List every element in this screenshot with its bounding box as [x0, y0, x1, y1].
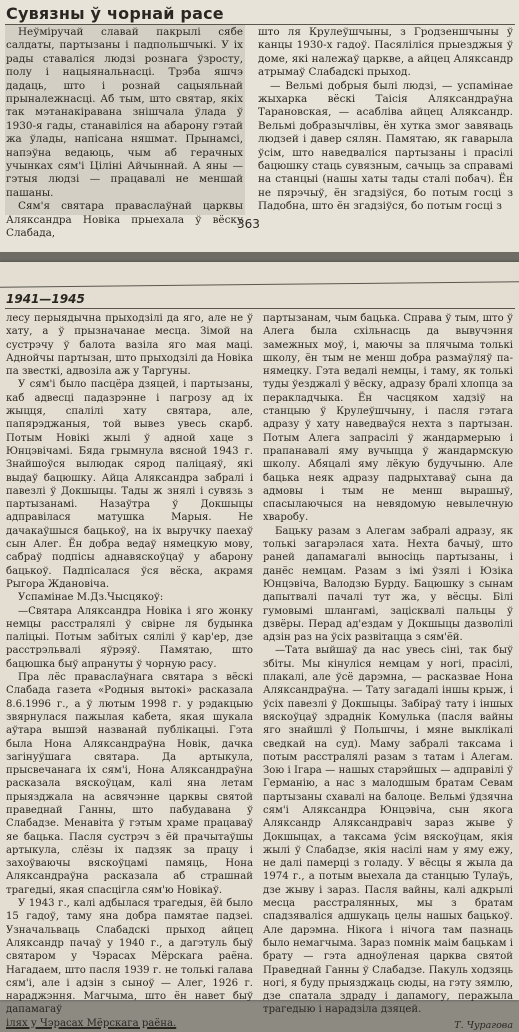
paragraph: партызанам, чым бацька. Справа ў тым, што ў Алега была схільнасць да вывучэння замежных моў, і, маючы за плячыма толькі школу, ён тым не менш добра размаўляў па-нямецку. Гэта ведалі немцы, і таму, як толькі туды ўезджалі ў вёску, адразу бралі хлопца за перакладчыка. Ён часцяком хадзіў на станцыю ў Крулеўшчыну, і пасля гэтага адразу ў хату наведваўся нехта з партызан. Потым Алега запрасілі ў жандармерыю і прапанавалі яму вучыцца ў жандармскую школу. Абяцалі яму лёкую будучыню. Але бацька неяк адразу падрыхтаваў сына да адмовы і тым не менш вырашыў, спасылаючыся на невядомую невылечную хваробу.: [263, 313, 513, 524]
bottom-right-column: [263, 312, 513, 1032]
paragraph: лесу перыядычна прыходзілі да яго, але не ў хату, а ў прызначанае месца. Зімой на сустрэчу ў балота вазіла яго мая маці. Аднойчы партызан, што прыходзілі да Новіка па звесткі, адвозіла аж у Таргуны.: [6, 313, 253, 378]
paragraph: —Тата выйшаў да нас увесь сіні, так быў збіты. Мы кінуліся немцам у ногі, прасілі, плакалі, але ўсё дарэмна, — расказвае Нона Аляксандраўна. — Тату загадалі іншы крыж, і ўсіх павезлі ў Докшыцы. Забіраў тату і іншых вяскоўцаў здраднік Комулька (пасля вайны яго знайшлі ў Польшчы, і мяне выклікалі сведкай на суд). Маму забралі таксама і потым расстралялі разам з татам і Алегам. Зою і Ігара — нашых старэйшых — адправілі ў Германію, а нас з малодшым братам Севам партызаны схавалі на балоце. Вельмі ўдзячна сям'і Аляксандра Юнцэвіча, сын якога Аляксандр Аляксандравіч зараз жыве ў Докшыцах, а таксама ўсім вяскоўцам, якія жылі ў Слабадзе, якія насілі нам у яму ежу, не далі памерці з голаду. У вёсцы я жыла да 1974 г., а потым выехала да станцыю Тулаўь, дзе жыву і зараз. Пасля вайны, калі адкрылі месца расстралянных, мы з братам спадзяваліся адшукаць целы нашых бацькоў. Але дарэмна. Нікога і нічога там пазнаць было немагчыма. Зараз помнік маім бацькам і брату — гэта адноўленая царква святой Праведнай Ганны ў Слабадзе. Пакуль ходзяць ногі, я буду прыязджаць сюды, на гэту зямлю, дзе спатала здраду і дапамогу, перажыла трагедыю і нарадзіла дзяцей.: [263, 645, 513, 1016]
page-gap: [0, 252, 519, 262]
underlined-phrase: ілях у Чэрасах Мёрскага раёна.: [6, 1017, 177, 1029]
paragraph: Неўміручай славай пакрылі сябе салдаты, партызаны і падпольшчыкі. У іх рады ставаліся людзі рознага ўзросту, полу і нацыянальнасці. Трэба яшчэ дадаць, што і рознай сацыяльнай прыналежнасці. Аб тым, што святар, якіх так мэтанакіравана знішчала ўлада ў 1930-я гады, станавіліся на абарону гэтай жа ўлады, напісана няшмат. Прынамсі, напэўна ведаюць, чым аб герачных учынках сям'і Ціліні Айчыннай. А яны — гэтыя людзі — працавалі не меншай пашаны.: [6, 26, 243, 199]
paragraph: —Святара Аляксандра Новіка і яго жонку немцы расстралялі ў свірне ля будынка паліцыі. Потым забітых сялілі ў кар'ер, дзе расстрэльвалі яўрэяў. Памятаю, што бацюшка быў апрануты ў чорную расу.: [6, 605, 253, 670]
paragraph: Пра лёс праваслаўнага святара з вёскі Слабада газета «Родныя вытокі» расказала 8.6.1996 г., а ў лютым 1998 г. у рэдакцыю звярнулася пажылая кабета, якая шукала аўтара вышэй названай публікацыі. Гэта была Нона Аляксандраўна Новік, дачка загінуўшага святара. Да артыкула, прысвечанага іх сям'і, Нона Аляксандраўна расказала вяскоўцам, калі яна летам прыязджала на асвячэнне царквы святой праведнай Ганны, што пабудавана ў Слабадзе. Менавіта ў гэтым храме працаваў яе бацька. Пасля сустрэч з ёй прачытаўшы артыкула, слёзы іх падзяк за працу і захоўваючы вяскоўцамі памяць, Нона Аляксандраўна расказала аб страшнай трагедыі, якая спасцігла сям'ю Новікаў.: [6, 672, 253, 896]
author-signature: Т. Чурагова: [454, 1019, 513, 1031]
paragraph: Сям'я святара праваслаўнай царквы Аляксандра Новіка прыехала ў вёску Слабада,: [6, 200, 243, 240]
page-number: 363: [237, 217, 260, 231]
top-left-column: [6, 26, 243, 241]
top-curve-rule: [0, 281, 519, 287]
paragraph: Бацьку разам з Алегам забралі адразу, як толькі загарэлася хата. Нехта бачыў, што раней дапамагалі выносіць партызаны, і данёс немцам. Разам з імі ўзялі і Юзіка Юнцэвіча, Валодзю Бурду. Бацюшку з сынам дапытвалі пачалі тут жа, у вёсцы. Білі гумовымі шлангамі, зацісквалі пальцы ў дзвёры. Перад ад'ездам у Докшыцы дазволілі адзін раз на ўсіх развітацца з сям'ёй.: [263, 525, 513, 644]
paragraph: У 1943 г., калі адбылася трагедыя, ёй было 15 гадоў, таму яна добра памятае падзеі. Узначальваць Слабадскі прыход айцец Аляксандр пачаў у 1940 г., а дагэтуль быў святаром у Чэрасах Мёрскага раёна. Нагадаем, што пасля 1939 г. не толькі галава сям'і, але і адзін з сыноў — Алег, 1926 г. нараджэння. Магчыма, што ён навет быў дапамагаў: [6, 898, 253, 1016]
paragraph: Успамінае М.Дз.Чысцякоў:: [18, 592, 164, 604]
bottom-left-column: [6, 312, 253, 1030]
header-rule: [5, 308, 515, 309]
top-page: [0, 0, 519, 252]
paragraph: У сям'і было пасцёра дзяцей, і партызаны, каб адвесці падазрэнне і пагрозу ад іх жыцця, спалілі хату святара, але, папярэджаныя, той вывез увесь скарб. Потым Новікі жылі ў адной хаце з Юнцэвічамі. Бяда грымнула вясной 1943 г. Знайшоўся вылюдак сярод паліцаяў, які выдаў бацюшку. Айца Аляксандра забралі і павезлі ў Докшыцы. Тады ж знялі і сувязь з партызанамі. Назаўтра ў Докшыцы адправілася матушка Марыя. Не дачакаўшыся бацькоў, на іх выручку паехаў сын Алег. Ён добра ведаў нямецкую мову, сабраў подпісы аднавяскоўцаў у абарону бацькоў. Падпісалася ўся вёска, акрамя Рыгора Ждановіча.: [6, 379, 253, 590]
top-right-column: [258, 26, 513, 214]
bottom-page: [0, 262, 519, 1031]
paragraph: — Вельмі добрыя былі людзі, — успамінае жыхарка вёскі Таісія Аляксандраўна Тарановская, — асаблівa айцец Аляксандр. Вельмі добразычлівы, ён хутка змог завяваць людзей і давер сялян. Памятаю, як гаварыла ўсім, што наведваліся партызаны і прасілі бацюшку стаць сувязным, сачыць за справамі на станцыі (нашы хаты тады сталі побач). Ён не пярэчыў, ён згадзіўся, бо потым госці з Падобна, што ён згадзіўся, бо потым госці з: [258, 79, 513, 213]
running-head: 1941—1945: [6, 292, 85, 306]
paragraph: што ля Крулеўшчыны, з Гродзеншчыны ў канцы 1930-х гадоў. Пасяліліся прыезджыя ў доме, які належаў царкве, а айцец Аляксандр атрымаў Слабадскі прыход.: [258, 26, 513, 79]
article-title: Сувязны ў чорнай расе: [6, 4, 224, 23]
